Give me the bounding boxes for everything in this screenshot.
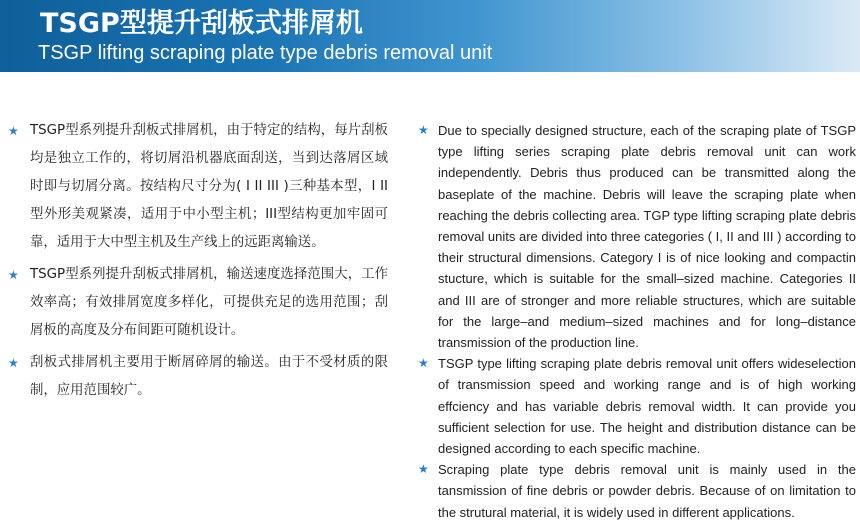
list-item [8, 261, 388, 345]
star-icon: ★ [418, 462, 429, 477]
list-item [418, 459, 856, 523]
title-english: TSGP lifting scraping plate type debris removal unit [38, 42, 493, 64]
star-icon: ★ [8, 268, 19, 282]
list-item-text: TSGP型系列提升刮板式排屑机，由于特定的结构，每片刮板均是独立工作的，将切屑沿机器底面刮送，当到达落屑区域时即与切屑分离。按结构尺寸分为( I II III )三种基本型，I II型外形美观紧凑，适用于中小型主机；III型结构更加牢固可靠，适用于大中型主机及生产线上的远距离输送。 [30, 123, 388, 250]
star-icon: ★ [8, 124, 19, 138]
list-item [8, 349, 388, 405]
list-item-text: Due to specially designed structure, each of the scraping plate of TSGP type lifting series scraping plate debris removal unit can work independently. Debris thus produced can be transmitted along the baseplate of the machine. Debris will leave the scraping plate when reaching the debris collecting area. TGP type lifting scraping plate debris removal units are divided into three categories ( I, II and III ) according to their structural dimensions. Category I is of nice looking and compactin stucture, which is suitable for the small–sized machine. Categories II and III are of stronger and more reliable structures, which are suitable for the large–and medium–sized machines and for long–distance transmission of the production line. [438, 123, 856, 351]
list-item [418, 353, 856, 459]
title-chinese: TSGP型提升刮板式排屑机 [40, 8, 363, 39]
star-icon: ★ [418, 356, 429, 371]
list-item-text: TSGP type lifting scraping plate debris removal unit offers wideselection of transmission speed and working range and is of high working effciency and has variable debris removal width. It can provide you sufficient selection for use. The height and distribution distance can be designed according to each specific machine. [438, 356, 856, 457]
english-column [418, 120, 856, 523]
star-icon: ★ [418, 123, 429, 137]
list-item [418, 120, 856, 353]
list-item-text: 刮板式排屑机主要用于断屑碎屑的输送。由于不受材质的限制，应用范围较广。 [30, 355, 388, 398]
chinese-column [8, 117, 388, 405]
list-item-text: TSGP型系列提升刮板式排屑机，输送速度选择范围大，工作效率高；有效排屑宽度多样化，可提供充足的选用范围；刮屑板的高度及分布间距可随机设计。 [30, 267, 388, 338]
list-item [8, 117, 388, 257]
star-icon: ★ [8, 356, 19, 370]
list-item-text: Scraping plate type debris removal unit is mainly used in the tansmission of fine debris or powder debris. Because of on limitation to the strutural material, it is widely used in different applications. [438, 462, 856, 520]
header-banner [0, 0, 860, 72]
